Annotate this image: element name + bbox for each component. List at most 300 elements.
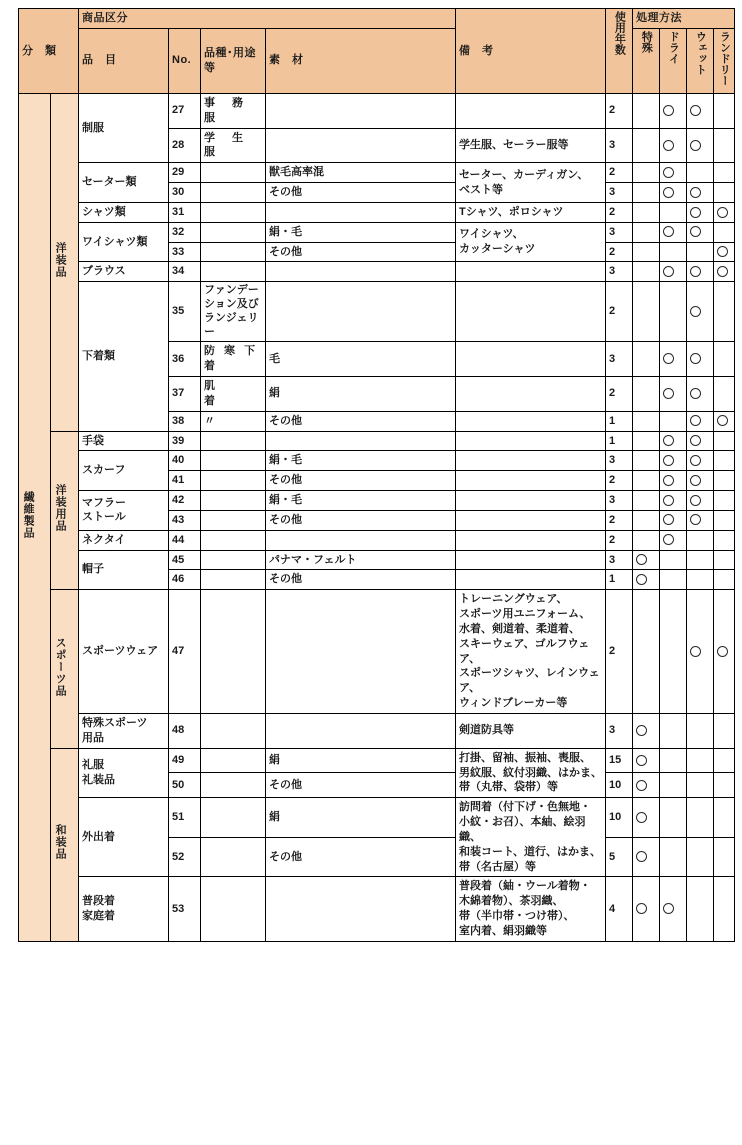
header-treatment-laundry: ランドリー	[714, 28, 735, 93]
cell-years-of-use: 2	[606, 530, 633, 550]
cell-years-of-use: 2	[606, 282, 633, 342]
cell-kind-use: 肌 着	[201, 376, 266, 411]
cell-material	[266, 202, 456, 222]
circle-mark-icon	[636, 554, 647, 565]
circle-mark-icon	[690, 306, 701, 317]
cell-treatment-wet	[687, 183, 714, 203]
cell-kind-use	[201, 590, 266, 714]
cell-treatment-laundry	[714, 242, 735, 262]
cell-treatment-dry	[660, 342, 687, 377]
cell-item: 外出着	[79, 798, 169, 877]
cell-remarks	[456, 93, 606, 128]
cell-years-of-use: 3	[606, 714, 633, 749]
table-row	[19, 877, 735, 941]
category-sub-label: スポーツ品	[54, 636, 67, 697]
cell-treatment-dry	[660, 773, 687, 798]
cell-no: 33	[169, 242, 201, 262]
cell-remarks	[456, 570, 606, 590]
table-row	[19, 163, 735, 183]
table-row	[19, 202, 735, 222]
cell-treatment-special	[633, 471, 660, 491]
header-treatment-method: 処理方法	[633, 9, 735, 29]
cell-no: 40	[169, 451, 201, 471]
cell-material: その他	[266, 837, 456, 877]
cell-treatment-dry	[660, 530, 687, 550]
circle-mark-icon	[690, 140, 701, 151]
circle-mark-icon	[690, 646, 701, 657]
cell-no: 51	[169, 798, 201, 838]
cell-treatment-special	[633, 342, 660, 377]
cell-item: マフラー ストール	[79, 491, 169, 531]
cell-treatment-special	[633, 748, 660, 773]
cell-treatment-wet	[687, 530, 714, 550]
cell-no: 44	[169, 530, 201, 550]
cell-treatment-laundry	[714, 773, 735, 798]
cell-kind-use	[201, 222, 266, 242]
cell-treatment-special	[633, 431, 660, 451]
cell-treatment-special	[633, 222, 660, 242]
cell-material: 絹	[266, 798, 456, 838]
header-material: 素 材	[266, 28, 456, 93]
cell-item: スポーツウェア	[79, 590, 169, 714]
cell-treatment-dry	[660, 128, 687, 163]
circle-mark-icon	[663, 266, 674, 277]
cell-years-of-use: 2	[606, 471, 633, 491]
cell-treatment-wet	[687, 798, 714, 838]
cell-treatment-special	[633, 411, 660, 431]
cell-treatment-special	[633, 530, 660, 550]
cell-kind-use: 事 務 服	[201, 93, 266, 128]
category-sub-cell	[51, 590, 79, 748]
cell-material	[266, 128, 456, 163]
cell-treatment-laundry	[714, 837, 735, 877]
circle-mark-icon	[636, 812, 647, 823]
cell-treatment-laundry	[714, 451, 735, 471]
circle-mark-icon	[690, 514, 701, 525]
category-main-label: 繊維製品	[22, 490, 35, 539]
cell-no: 29	[169, 163, 201, 183]
cell-kind-use: 防 寒 下 着	[201, 342, 266, 377]
header-treatment-dry: ドライ	[660, 28, 687, 93]
cell-years-of-use: 3	[606, 451, 633, 471]
cell-treatment-special	[633, 590, 660, 714]
cell-treatment-laundry	[714, 128, 735, 163]
circle-mark-icon	[690, 187, 701, 198]
circle-mark-icon	[690, 388, 701, 399]
cell-material: 獣毛高率混	[266, 163, 456, 183]
circle-mark-icon	[690, 207, 701, 218]
cell-treatment-dry	[660, 431, 687, 451]
cell-no: 32	[169, 222, 201, 242]
cell-material	[266, 590, 456, 714]
cell-item: ワイシャツ類	[79, 222, 169, 262]
header-item: 品 目	[79, 28, 169, 93]
cell-no: 49	[169, 748, 201, 773]
cell-treatment-dry	[660, 163, 687, 183]
category-sub-cell	[51, 431, 79, 590]
circle-mark-icon	[663, 353, 674, 364]
cell-remarks: 学生服、セーラー服等	[456, 128, 606, 163]
cell-kind-use	[201, 491, 266, 511]
cell-item: 制服	[79, 93, 169, 162]
cell-treatment-dry	[660, 798, 687, 838]
cell-material: その他	[266, 773, 456, 798]
cell-remarks	[456, 431, 606, 451]
circle-mark-icon	[636, 755, 647, 766]
cell-years-of-use: 3	[606, 262, 633, 282]
cell-treatment-laundry	[714, 530, 735, 550]
cell-material	[266, 714, 456, 749]
cell-treatment-laundry	[714, 550, 735, 570]
cell-treatment-laundry	[714, 163, 735, 183]
cell-treatment-special	[633, 570, 660, 590]
cell-material: 絹・毛	[266, 491, 456, 511]
circle-mark-icon	[636, 574, 647, 585]
header-years-of-use: 使用年数	[606, 9, 633, 94]
cell-item: ネクタイ	[79, 530, 169, 550]
cell-years-of-use: 2	[606, 376, 633, 411]
circle-mark-icon	[690, 495, 701, 506]
cell-treatment-wet	[687, 262, 714, 282]
circle-mark-icon	[663, 167, 674, 178]
cell-remarks: 訪問着（付下げ・色無地・ 小紋・お召）、本紬、絵羽織、 和装コート、道行、はかま、 帯（名古屋）等	[456, 798, 606, 877]
cell-treatment-wet	[687, 242, 714, 262]
cell-remarks: ワイシャツ、 カッターシャツ	[456, 222, 606, 262]
cell-material	[266, 877, 456, 941]
cell-years-of-use: 2	[606, 242, 633, 262]
cell-remarks	[456, 550, 606, 570]
cell-years-of-use: 3	[606, 342, 633, 377]
cell-kind-use	[201, 471, 266, 491]
header-row-top	[19, 9, 735, 29]
cell-kind-use	[201, 242, 266, 262]
cell-treatment-wet	[687, 550, 714, 570]
cell-years-of-use: 2	[606, 93, 633, 128]
category-sub-label: 洋装用品	[54, 483, 67, 532]
cell-no: 43	[169, 510, 201, 530]
cell-kind-use	[201, 262, 266, 282]
cell-treatment-special	[633, 93, 660, 128]
cell-treatment-laundry	[714, 570, 735, 590]
table-row	[19, 451, 735, 471]
circle-mark-icon	[636, 780, 647, 791]
cell-treatment-dry	[660, 510, 687, 530]
category-sub-label: 洋装品	[54, 241, 67, 278]
cell-no: 53	[169, 877, 201, 941]
cell-no: 39	[169, 431, 201, 451]
circle-mark-icon	[663, 903, 674, 914]
circle-mark-icon	[636, 725, 647, 736]
cell-material: その他	[266, 510, 456, 530]
cell-treatment-dry	[660, 714, 687, 749]
cell-kind-use	[201, 202, 266, 222]
cell-no: 47	[169, 590, 201, 714]
cell-remarks	[456, 530, 606, 550]
cell-item: スカーフ	[79, 451, 169, 491]
cell-kind-use	[201, 877, 266, 941]
circle-mark-icon	[690, 353, 701, 364]
table-row	[19, 491, 735, 511]
cell-treatment-wet	[687, 411, 714, 431]
cell-kind-use	[201, 530, 266, 550]
cell-treatment-laundry	[714, 262, 735, 282]
cell-kind-use	[201, 798, 266, 838]
circle-mark-icon	[690, 455, 701, 466]
cell-item: 下着類	[79, 282, 169, 431]
cell-treatment-laundry	[714, 491, 735, 511]
cell-no: 50	[169, 773, 201, 798]
cell-years-of-use: 3	[606, 183, 633, 203]
cell-years-of-use: 5	[606, 837, 633, 877]
cell-years-of-use: 2	[606, 202, 633, 222]
cell-treatment-special	[633, 451, 660, 471]
header-product-division: 商品区分	[79, 9, 456, 29]
category-sub-cell	[51, 748, 79, 941]
cell-treatment-special	[633, 773, 660, 798]
cell-material: 絹・毛	[266, 451, 456, 471]
cell-remarks	[456, 411, 606, 431]
cell-treatment-laundry	[714, 510, 735, 530]
table-row	[19, 714, 735, 749]
table-row	[19, 798, 735, 838]
header-treatment-wet: ウェット	[687, 28, 714, 93]
circle-mark-icon	[690, 415, 701, 426]
category-sub-cell	[51, 93, 79, 431]
cell-material	[266, 530, 456, 550]
cell-treatment-laundry	[714, 282, 735, 342]
cell-material: 絹	[266, 748, 456, 773]
cell-treatment-wet	[687, 471, 714, 491]
cell-treatment-dry	[660, 262, 687, 282]
cell-years-of-use: 3	[606, 128, 633, 163]
cell-kind-use	[201, 748, 266, 773]
circle-mark-icon	[717, 246, 728, 257]
cell-treatment-wet	[687, 202, 714, 222]
cell-treatment-dry	[660, 282, 687, 342]
cell-material: パナマ・フェルト	[266, 550, 456, 570]
cell-treatment-wet	[687, 510, 714, 530]
cell-treatment-wet	[687, 93, 714, 128]
cell-years-of-use: 1	[606, 570, 633, 590]
cell-treatment-wet	[687, 590, 714, 714]
header-classification: 分 類	[19, 9, 79, 94]
circle-mark-icon	[717, 415, 728, 426]
circle-mark-icon	[663, 495, 674, 506]
cell-treatment-wet	[687, 163, 714, 183]
cell-no: 45	[169, 550, 201, 570]
cell-treatment-special	[633, 550, 660, 570]
cell-treatment-special	[633, 510, 660, 530]
cell-treatment-wet	[687, 376, 714, 411]
cell-remarks	[456, 262, 606, 282]
cell-treatment-dry	[660, 877, 687, 941]
cell-kind-use	[201, 714, 266, 749]
cell-material: その他	[266, 183, 456, 203]
category-sub-label: 和装品	[54, 824, 67, 861]
cell-no: 28	[169, 128, 201, 163]
cell-material	[266, 262, 456, 282]
cell-treatment-special	[633, 202, 660, 222]
circle-mark-icon	[690, 435, 701, 446]
cell-years-of-use: 1	[606, 411, 633, 431]
circle-mark-icon	[636, 851, 647, 862]
cell-treatment-dry	[660, 242, 687, 262]
cell-remarks: 剣道防具等	[456, 714, 606, 749]
cell-remarks: トレーニングウェア、 スポーツ用ユニフォーム、 水着、剣道着、柔道着、 スキーウェア、ゴルフウェア、 スポーツシャツ、レインウェア、 ウィンドブレーカー等	[456, 590, 606, 714]
circle-mark-icon	[663, 435, 674, 446]
cell-treatment-special	[633, 714, 660, 749]
cell-treatment-wet	[687, 282, 714, 342]
cell-item: 普段着 家庭着	[79, 877, 169, 941]
cell-treatment-dry	[660, 837, 687, 877]
cell-material: その他	[266, 411, 456, 431]
circle-mark-icon	[663, 475, 674, 486]
circle-mark-icon	[663, 455, 674, 466]
cell-treatment-laundry	[714, 342, 735, 377]
cell-no: 30	[169, 183, 201, 203]
cell-treatment-special	[633, 262, 660, 282]
cell-material	[266, 431, 456, 451]
cell-remarks	[456, 491, 606, 511]
cell-remarks	[456, 342, 606, 377]
cell-remarks	[456, 282, 606, 342]
header-kind-use: 品種･用途 等	[201, 28, 266, 93]
cell-material: 絹・毛	[266, 222, 456, 242]
circle-mark-icon	[663, 514, 674, 525]
cell-remarks	[456, 451, 606, 471]
table-body	[19, 93, 735, 941]
cell-treatment-special	[633, 837, 660, 877]
cell-treatment-wet	[687, 222, 714, 242]
cell-kind-use: 〃	[201, 411, 266, 431]
table-row	[19, 431, 735, 451]
cell-treatment-wet	[687, 714, 714, 749]
cell-treatment-laundry	[714, 202, 735, 222]
cell-no: 36	[169, 342, 201, 377]
cell-treatment-special	[633, 163, 660, 183]
cell-no: 31	[169, 202, 201, 222]
cell-years-of-use: 2	[606, 510, 633, 530]
cell-no: 41	[169, 471, 201, 491]
circle-mark-icon	[636, 903, 647, 914]
cell-item: 手袋	[79, 431, 169, 451]
cell-treatment-laundry	[714, 431, 735, 451]
cell-remarks: Tシャツ、ポロシャツ	[456, 202, 606, 222]
cell-item: 礼服 礼装品	[79, 748, 169, 798]
cell-no: 52	[169, 837, 201, 877]
cell-treatment-wet	[687, 837, 714, 877]
cell-treatment-laundry	[714, 877, 735, 941]
cell-item: 特殊スポーツ 用品	[79, 714, 169, 749]
cell-material: その他	[266, 242, 456, 262]
cell-years-of-use: 15	[606, 748, 633, 773]
cell-years-of-use: 10	[606, 773, 633, 798]
cell-kind-use	[201, 773, 266, 798]
table-row	[19, 748, 735, 773]
cell-treatment-dry	[660, 570, 687, 590]
cell-no: 38	[169, 411, 201, 431]
header-treatment-special: 特殊	[633, 28, 660, 93]
cell-treatment-laundry	[714, 411, 735, 431]
circle-mark-icon	[663, 534, 674, 545]
circle-mark-icon	[663, 140, 674, 151]
cell-treatment-laundry	[714, 471, 735, 491]
cell-years-of-use: 10	[606, 798, 633, 838]
cell-remarks: 打掛、留袖、振袖、喪服、 男紋服、紋付羽織、はかま、 帯（丸帯、袋帯）等	[456, 748, 606, 798]
cell-item: 帽子	[79, 550, 169, 590]
cell-no: 46	[169, 570, 201, 590]
cell-treatment-dry	[660, 451, 687, 471]
cell-treatment-wet	[687, 877, 714, 941]
circle-mark-icon	[690, 475, 701, 486]
cell-treatment-laundry	[714, 590, 735, 714]
cell-treatment-wet	[687, 451, 714, 471]
cell-treatment-wet	[687, 431, 714, 451]
cell-treatment-dry	[660, 491, 687, 511]
cell-treatment-wet	[687, 128, 714, 163]
cell-treatment-laundry	[714, 748, 735, 773]
cell-material: その他	[266, 570, 456, 590]
cell-kind-use	[201, 837, 266, 877]
cell-treatment-special	[633, 491, 660, 511]
cell-treatment-wet	[687, 342, 714, 377]
cell-years-of-use: 2	[606, 590, 633, 714]
circle-mark-icon	[663, 105, 674, 116]
cell-remarks: 普段着（紬・ウール着物・ 木綿着物）、茶羽織、 帯（半巾帯・つけ帯）、 室内着、絹羽織等	[456, 877, 606, 941]
header-remarks: 備 考	[456, 9, 606, 94]
header-no: No.	[169, 28, 201, 93]
cell-treatment-special	[633, 376, 660, 411]
cell-treatment-dry	[660, 550, 687, 570]
cell-treatment-special	[633, 128, 660, 163]
cell-no: 37	[169, 376, 201, 411]
cell-treatment-dry	[660, 183, 687, 203]
cell-no: 35	[169, 282, 201, 342]
cell-material: 絹	[266, 376, 456, 411]
cell-treatment-dry	[660, 411, 687, 431]
cell-treatment-wet	[687, 773, 714, 798]
table-row	[19, 590, 735, 714]
table-row	[19, 550, 735, 570]
table-header	[19, 9, 735, 94]
cell-kind-use	[201, 183, 266, 203]
table-row	[19, 222, 735, 242]
cell-treatment-dry	[660, 202, 687, 222]
cell-treatment-dry	[660, 222, 687, 242]
cell-kind-use	[201, 570, 266, 590]
cell-treatment-dry	[660, 376, 687, 411]
cell-treatment-special	[633, 282, 660, 342]
cell-treatment-dry	[660, 471, 687, 491]
table-row	[19, 530, 735, 550]
cell-kind-use	[201, 550, 266, 570]
cell-no: 42	[169, 491, 201, 511]
cell-treatment-special	[633, 242, 660, 262]
cell-kind-use	[201, 510, 266, 530]
cell-treatment-laundry	[714, 222, 735, 242]
cell-years-of-use: 3	[606, 550, 633, 570]
cell-treatment-dry	[660, 748, 687, 773]
table-row	[19, 262, 735, 282]
table-row	[19, 93, 735, 128]
cell-years-of-use: 4	[606, 877, 633, 941]
cell-remarks	[456, 510, 606, 530]
cell-treatment-laundry	[714, 714, 735, 749]
cell-treatment-dry	[660, 93, 687, 128]
circle-mark-icon	[690, 105, 701, 116]
cell-material	[266, 93, 456, 128]
cell-remarks	[456, 376, 606, 411]
